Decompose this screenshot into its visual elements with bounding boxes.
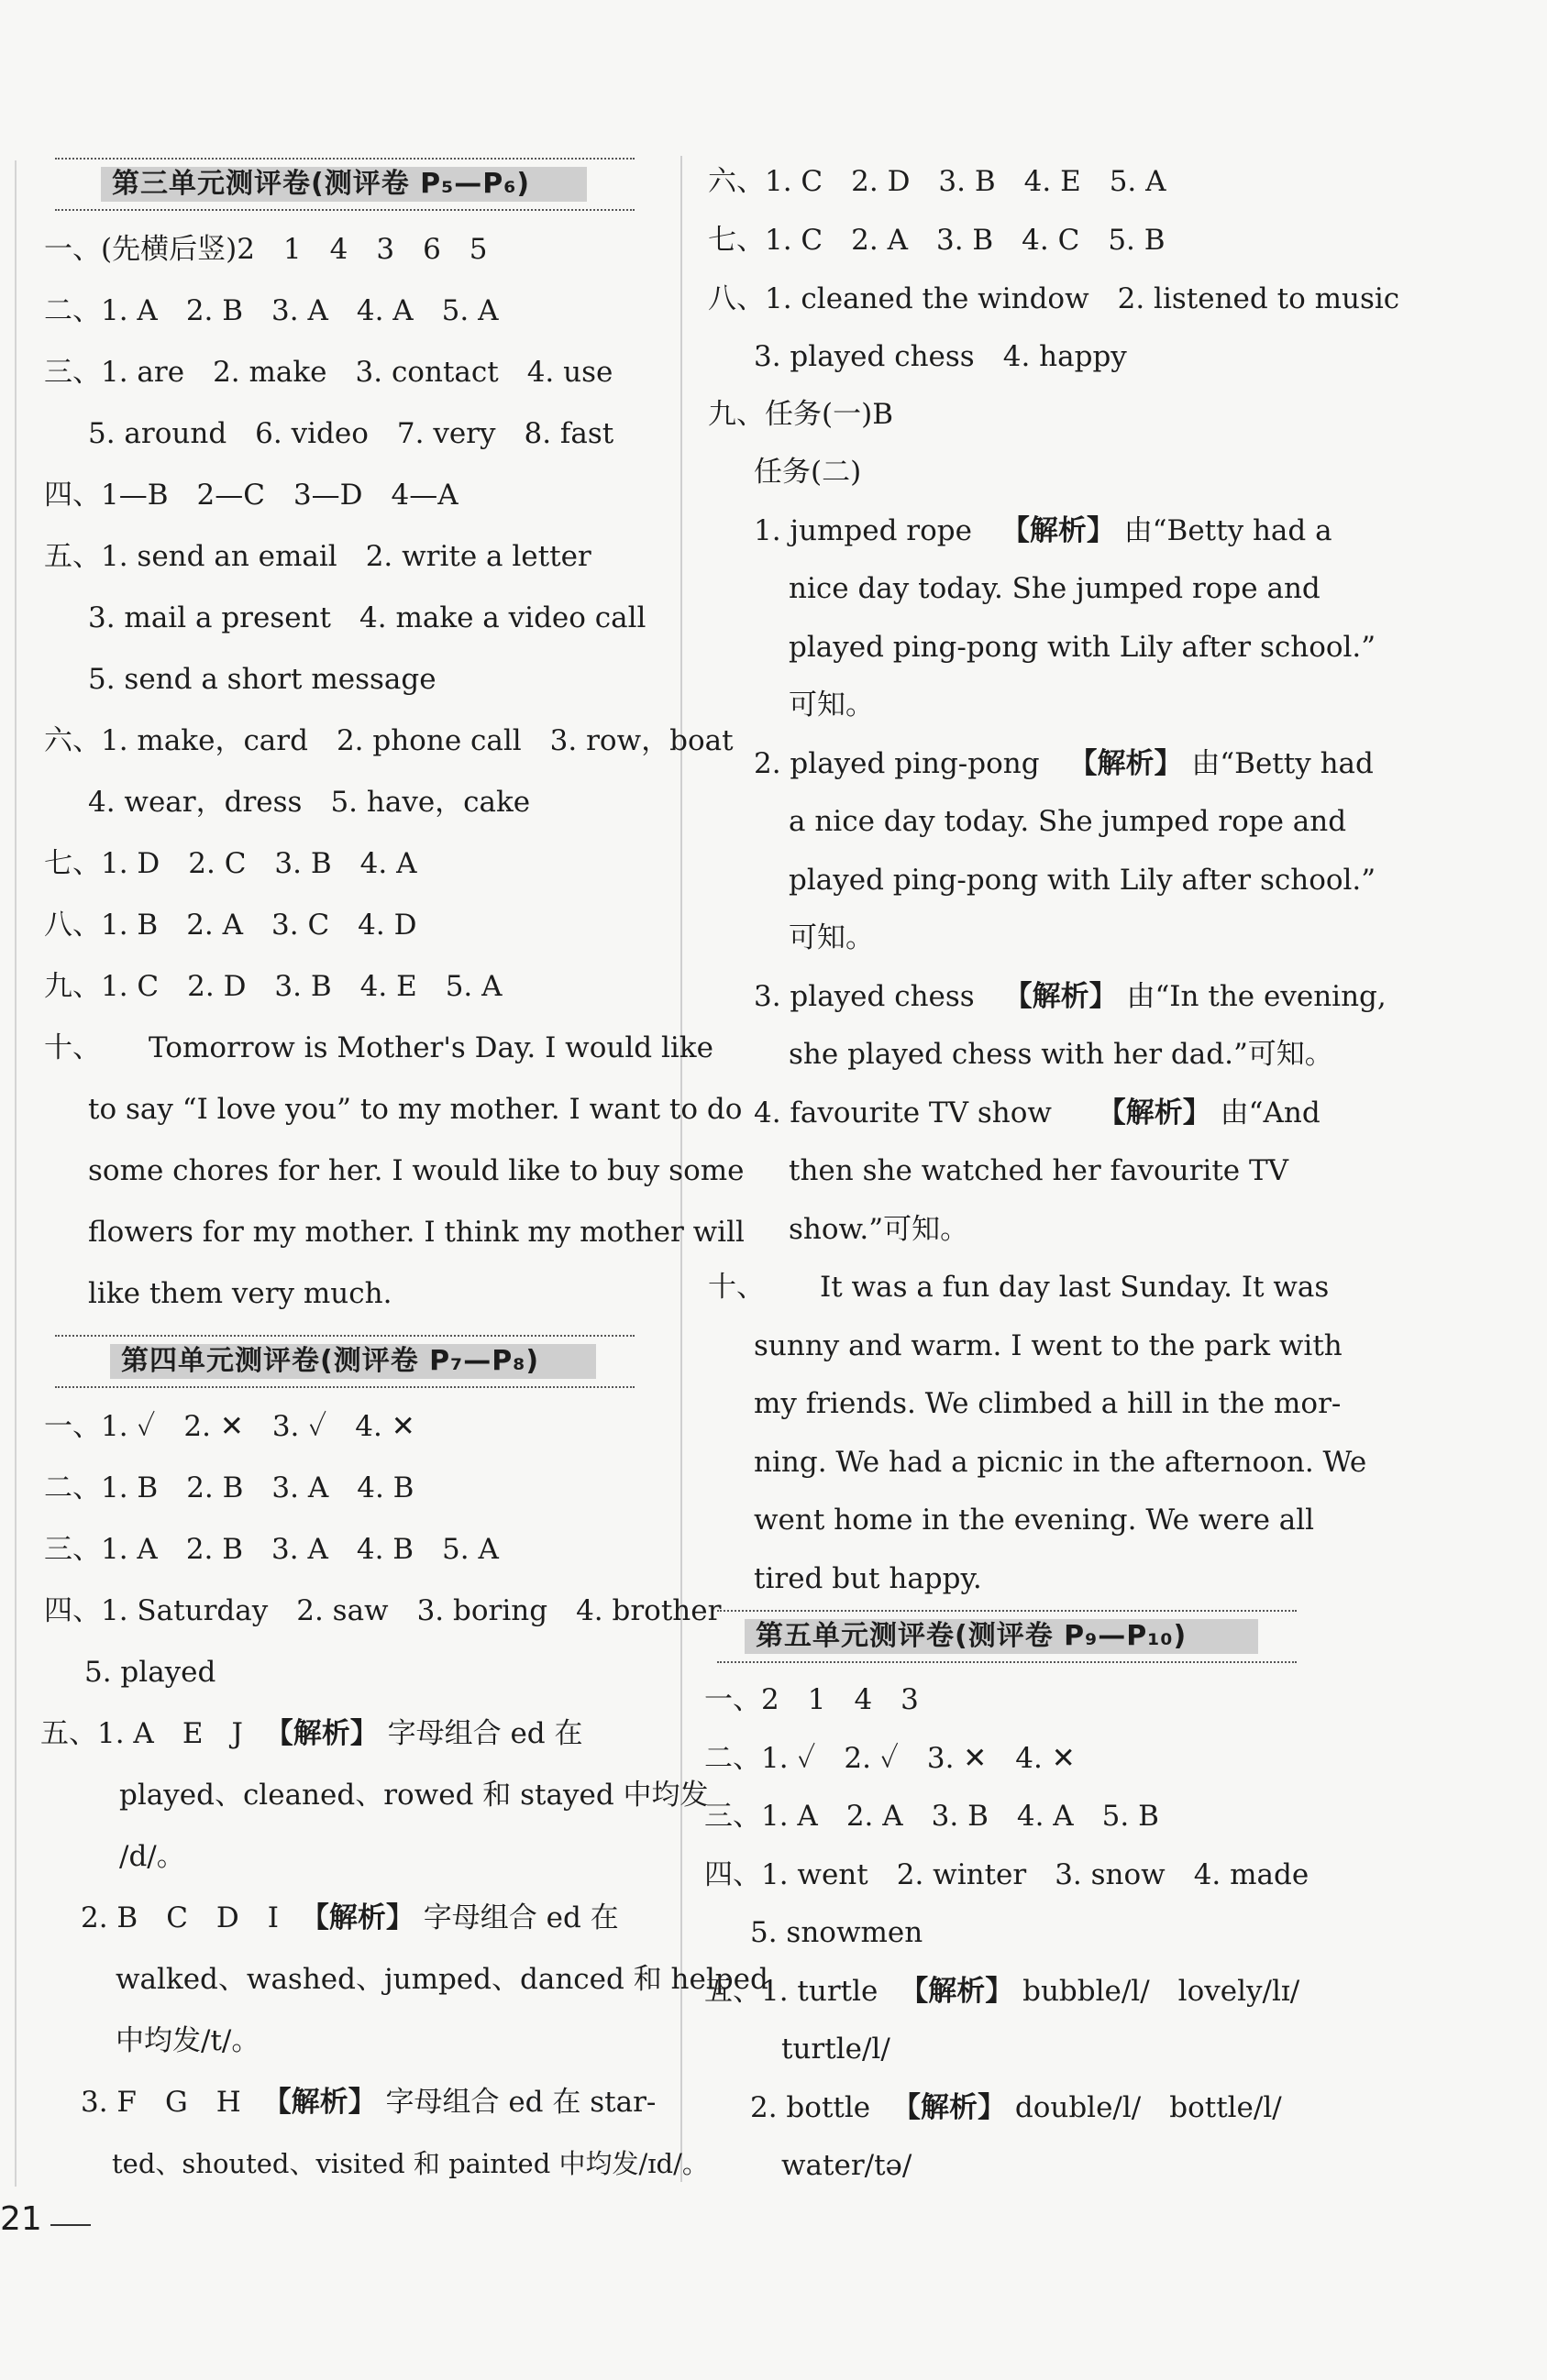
answer-line: 二、1. A 2. B 3. A 4. A 5. A xyxy=(44,294,499,327)
answer-line: 3. mail a present 4. make a video call xyxy=(88,601,646,634)
essay-line: tired but happy. xyxy=(754,1562,982,1595)
essay-line: like them very much. xyxy=(88,1277,392,1310)
answer-line: 七、1. D 2. C 3. B 4. A xyxy=(44,847,417,880)
answer-line xyxy=(704,1973,1299,2010)
answer-line: 四、1. went 2. winter 3. snow 4. made xyxy=(704,1858,1309,1891)
analysis-line: played ping-pong with Lily after school.” xyxy=(789,631,1376,664)
answer-line: 六、1. C 2. D 3. B 4. E 5. A xyxy=(708,165,1166,198)
answer-line: 任务(二) xyxy=(754,456,862,489)
analysis-line: then she watched her favourite TV xyxy=(789,1154,1289,1187)
essay-line: Tomorrow is Mother's Day. I would like xyxy=(149,1031,713,1064)
analysis-line: show.”可知。 xyxy=(789,1213,969,1246)
answer-line: 二、1. B 2. B 3. A 4. B xyxy=(44,1471,414,1504)
analysis-tag: 【解析】 xyxy=(300,1901,414,1934)
section-header-unit4 xyxy=(55,1335,635,1388)
analysis-tag: 【解析】 xyxy=(891,2091,1006,2124)
essay-line: sunny and warm. I went to the park with xyxy=(754,1329,1343,1362)
left-margin-line xyxy=(15,160,17,2187)
essay-line: ning. We had a picnic in the afternoon. We xyxy=(754,1446,1367,1479)
section-title: 第三单元测评卷(测评卷 P₅—P₆) xyxy=(101,167,587,202)
analysis-line: walked、washed、jumped、danced 和 helped xyxy=(116,1963,768,1996)
answer-line: 一、(先横后竖)2 1 4 3 6 5 xyxy=(44,233,488,266)
answer-line: 二、1. ✓ 2. ✓ 3. ✕ 4. ✕ xyxy=(704,1742,1076,1775)
answer-line: 三、1. are 2. make 3. contact 4. use xyxy=(44,356,613,389)
page-dash xyxy=(50,2224,91,2226)
analysis-line: 中均发/t/。 xyxy=(116,2024,260,2057)
analysis-tag: 【解析】 xyxy=(1068,747,1183,780)
answer-text: 1. jumped rope xyxy=(754,514,972,547)
essay-line: to say “I love you” to my mother. I want to do xyxy=(88,1093,743,1126)
analysis-line: played ping-pong with Lily after school.” xyxy=(789,864,1376,897)
answer-line: 5. played xyxy=(84,1656,216,1689)
analysis-line: ted、shouted、visited 和 painted 中均发/ɪd/。 xyxy=(112,2148,709,2179)
answer-line: 5. snowmen xyxy=(750,1916,923,1949)
analysis-text: 由“And xyxy=(1220,1096,1320,1129)
section-title: 第五单元测评卷(测评卷 P₉—P₁₀) xyxy=(745,1619,1258,1654)
answer-line: 九、任务(一)B xyxy=(708,398,893,431)
analysis-tag: 【解析】 xyxy=(262,2086,377,2119)
analysis-text: 字母组合 ed 在 xyxy=(423,1901,619,1934)
answer-line: 一、1. ✓ 2. ✕ 3. ✓ 4. ✕ xyxy=(44,1410,415,1443)
answer-line: 四、1—B 2—C 3—D 4—A xyxy=(44,479,459,512)
answer-line: 5. send a short message xyxy=(88,663,436,696)
analysis-text: 字母组合 ed 在 xyxy=(387,1717,583,1750)
analysis-tag: 【解析】 xyxy=(1097,1096,1211,1129)
section-header-unit3 xyxy=(55,158,635,211)
answer-line: 六、1. make，card 2. phone call 3. row，boat xyxy=(44,724,734,757)
answer-line: 八、1. cleaned the window 2. listened to music xyxy=(708,282,1400,315)
analysis-line: 可知。 xyxy=(789,921,874,954)
analysis-tag: 【解析】 xyxy=(1000,514,1115,547)
analysis-line: she played chess with her dad.”可知。 xyxy=(789,1038,1333,1071)
answer-line xyxy=(81,2084,656,2121)
essay-line: It was a fun day last Sunday. It was xyxy=(820,1271,1330,1304)
answer-line: 一、2 1 4 3 xyxy=(704,1683,919,1716)
answer-text: 3. F G H xyxy=(81,2086,241,2119)
answer-line: 三、1. A 2. B 3. A 4. B 5. A xyxy=(44,1533,499,1566)
analysis-text: 字母组合 ed 在 star- xyxy=(385,2086,657,2119)
analysis-tag: 【解析】 xyxy=(1003,980,1118,1013)
answer-text: 五、1. turtle xyxy=(704,1975,878,2008)
essay-line: my friends. We climbed a hill in the mor- xyxy=(754,1387,1342,1420)
answer-line: 七、1. C 2. A 3. B 4. C 5. B xyxy=(708,224,1166,257)
answer-line xyxy=(754,1095,1320,1131)
answer-text: 五、1. A E J xyxy=(40,1717,243,1750)
analysis-line: /d/。 xyxy=(119,1840,185,1873)
analysis-line: nice day today. She jumped rope and xyxy=(789,572,1320,605)
page-number: 21 xyxy=(0,2200,42,2238)
answer-text: 4. favourite TV show xyxy=(754,1096,1052,1129)
answer-line xyxy=(40,1715,583,1752)
analysis-line: water/tə/ xyxy=(781,2149,912,2182)
answer-line: 八、1. B 2. A 3. C 4. D xyxy=(44,909,417,942)
answer-line xyxy=(81,1900,619,1936)
answer-line xyxy=(754,978,1387,1015)
answer-line: 3. played chess 4. happy xyxy=(754,340,1127,373)
answer-text: 2. B C D I xyxy=(81,1901,280,1934)
essay-line: some chores for her. I would like to buy some xyxy=(88,1154,745,1187)
analysis-text: 由“Betty had a xyxy=(1123,514,1332,547)
essay-line: flowers for my mother. I think my mother will xyxy=(88,1216,745,1249)
analysis-tag: 【解析】 xyxy=(900,1975,1014,2008)
answer-line: 5. around 6. video 7. very 8. fast xyxy=(88,417,614,450)
analysis-text: 由“Betty had xyxy=(1191,747,1374,780)
section-header-unit5 xyxy=(717,1610,1297,1663)
section-title: 第四单元测评卷(测评卷 P₇—P₈) xyxy=(110,1344,596,1379)
answer-line: 四、1. Saturday 2. saw 3. boring 4. brother xyxy=(44,1594,722,1627)
question-number: 十、 xyxy=(708,1271,765,1304)
answer-text: 2. bottle xyxy=(750,2091,871,2124)
analysis-line: turtle/l/ xyxy=(781,2033,890,2066)
answer-line: 九、1. C 2. D 3. B 4. E 5. A xyxy=(44,970,503,1003)
analysis-text: double/l/ bottle/l/ xyxy=(1014,2091,1282,2124)
answer-line: 4. wear，dress 5. have，cake xyxy=(88,786,531,819)
answer-line xyxy=(754,745,1374,782)
answer-line xyxy=(754,512,1332,549)
analysis-line: 可知。 xyxy=(789,689,874,722)
analysis-tag: 【解析】 xyxy=(264,1717,379,1750)
answer-text: 3. played chess xyxy=(754,980,975,1013)
answer-line: 五、1. send an email 2. write a letter xyxy=(44,540,591,573)
answer-text: 2. played ping-pong xyxy=(754,747,1040,780)
answer-line: 三、1. A 2. A 3. B 4. A 5. B xyxy=(704,1800,1159,1833)
question-number: 十、 xyxy=(44,1031,101,1064)
essay-line: went home in the evening. We were all xyxy=(754,1504,1315,1537)
analysis-line: a nice day today. She jumped rope and xyxy=(789,805,1347,838)
analysis-line: played、cleaned、rowed 和 stayed 中均发 xyxy=(119,1779,709,1812)
analysis-text: bubble/l/ lovely/lɪ/ xyxy=(1022,1975,1300,2008)
answer-line xyxy=(750,2089,1282,2126)
analysis-text: 由“In the evening, xyxy=(1126,980,1387,1013)
